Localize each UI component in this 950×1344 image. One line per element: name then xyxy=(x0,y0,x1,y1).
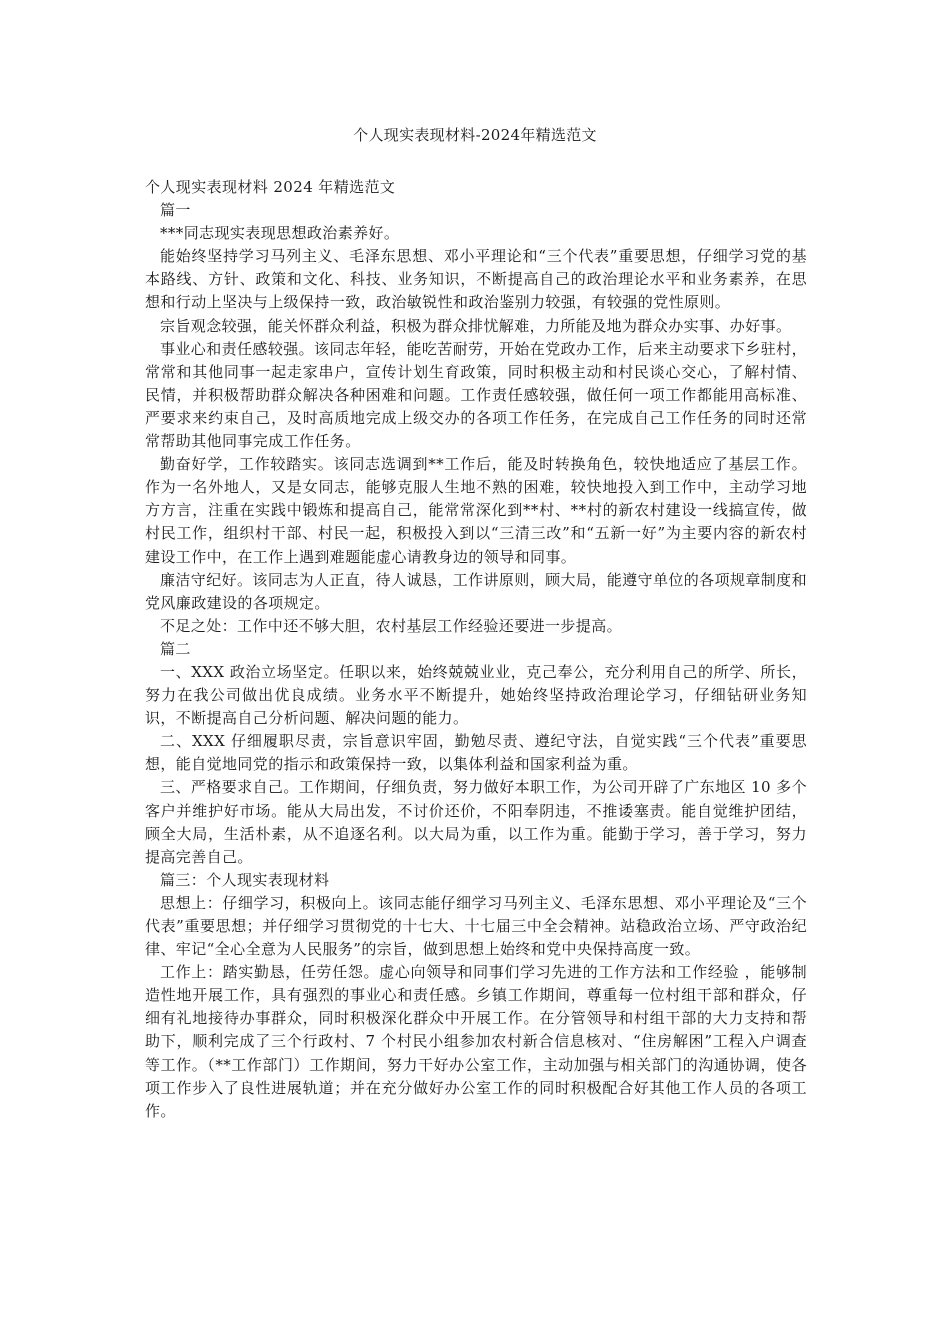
section-heading-2: 篇二 xyxy=(160,639,191,658)
paragraph: 不足之处：工作中还不够大胆，农村基层工作经验还要进一步提高。 xyxy=(160,616,623,635)
paragraph: 廉洁守纪好。该同志为人正直，待人诚恳，工作讲原则，顾大局，能遵守单位的各项规章制度和党风廉政建设的各项规定。 xyxy=(145,570,807,612)
paragraph: 二、XXX 仔细履职尽责，宗旨意识牢固，勤勉尽责、遵纪守法，自觉实践“三个代表”重要思想，能自觉地同党的指示和政策保持一致，以集体利益和国家利益为重。 xyxy=(145,732,807,774)
paragraph: ***同志现实表现思想政治素养好。 xyxy=(160,224,400,243)
paragraph: 勤奋好学，工作较踏实。该同志选调到**工作后，能及时转换角色，较快地适应了基层工作。作为一名外地人，又是女同志，能够克服人生地不熟的困难，较快地投入到工作中，主动学习地方方言，注重在实践中锻炼和提高自己，能常常深化到**村、**村的新农村建设一线搞宣传，做村民工作，组织村干部、村民一起，积极投入到以“三清三改”和“五新一好”为主要内容的新农村建设工作中，在工作上遇到难题能虚心请教身边的领导和同事。 xyxy=(145,455,807,566)
document-subtitle: 个人现实表现材料 2024 年精选范文 xyxy=(145,178,396,196)
paragraph: 一、XXX 政治立场坚定。任职以来，始终兢兢业业，克己奉公，充分利用自己的所学、所长，努力在我公司做出优良成绩。业务水平不断提升，她始终坚持政治理论学习，仔细钻研业务知识，不断提高自己分析问题、解决问题的能力。 xyxy=(145,662,807,728)
paragraph: 工作上：踏实勤恳，任劳任怨。虚心向领导和同事们学习先进的工作方法和工作经验 ，能够制造性地开展工作，具有强烈的事业心和责任感。乡镇工作期间，尊重每一位村组干部和群众，仔细有礼地接待办事群众，同时积极深化群众中开展工作。在分管领导和村组干部的大力支持和帮助下，顺利完成了三个行政村、7 个村民小组参加农村新合信息核对、“住房解困”工程入户调查等工作。（**工作部门）工作期间，努力干好办公室工作，主动加强与相关部门的沟通协调，使各项工作步入了良性进展轨道；并在充分做好办公室工作的同时积极配合好其他工作人员的各项工作。 xyxy=(145,963,807,1120)
paragraph: 思想上：仔细学习，积极向上。该同志能仔细学习马列主义、毛泽东思想、邓小平理论及“三个代表”重要思想；并仔细学习贯彻党的十七大、十七届三中全会精神。站稳政治立场、严守政治纪律、牢记“全心全意为人民服务”的宗旨，做到思想上始终和党中央保持高度一致。 xyxy=(145,893,807,959)
page-title: 个人现实表现材料-2024年精选范文 xyxy=(353,126,597,144)
document-body xyxy=(145,176,807,1123)
paragraph: 能始终坚持学习马列主义、毛泽东思想、邓小平理论和“三个代表”重要思想，仔细学习党的基本路线、方针、政策和文化、科技、业务知识，不断提高自己的政治理论水平和业务素养，在思想和行动上坚决与上级保持一致，政治敏锐性和政治鉴别力较强，有较强的党性原则。 xyxy=(145,247,807,312)
paragraph: 宗旨观念较强，能关怀群众利益，积极为群众排忧解难，力所能及地为群众办实事、办好事。 xyxy=(160,316,792,335)
paragraph: 事业心和责任感较强。该同志年轻，能吃苦耐劳，开始在党政办工作，后来主动要求下乡驻村，常常和其他同事一起走家串户，宣传计划生育政策，同时积极主动和村民谈心交心，了解村情、民情，并积极帮助群众解决各种困难和问题。工作责任感较强，做任何一项工作都能用高标准、严要求来约束自己，及时高质地完成上级交办的各项工作任务，在完成自己工作任务的同时还常常帮助其他同事完成工作任务。 xyxy=(145,339,807,451)
section-heading-1: 篇一 xyxy=(160,201,191,220)
paragraph: 三、严格要求自己。工作期间，仔细负责，努力做好本职工作，为公司开辟了广东地区 10 多个客户并维护好市场。能从大局出发，不讨价还价，不阳奉阴违，不推诿塞责。能自觉维护团结，顾全大局，生活朴素，从不追逐名利。以大局为重，以工作为重。能勤于学习，善于学习，努力提高完善自己。 xyxy=(145,778,807,866)
section-heading-3: 篇三：个人现实表现材料 xyxy=(160,870,330,889)
